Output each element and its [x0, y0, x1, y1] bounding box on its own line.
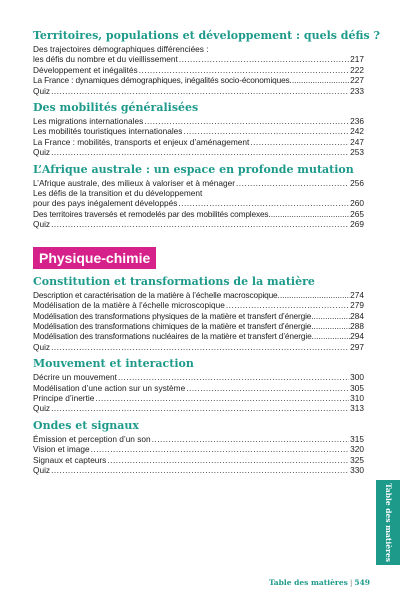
entry-label: L’Afrique australe, des milieux à valoriser et à ménager	[33, 177, 235, 188]
dot-leader	[183, 126, 349, 136]
entry-page: 227	[350, 75, 364, 86]
entry-page: 274	[350, 289, 364, 300]
toc-entry[interactable]	[33, 393, 364, 403]
toc-entry[interactable]	[33, 209, 364, 219]
toc-entry[interactable]	[33, 137, 364, 147]
entry-label: Décrire un mouvement	[33, 372, 117, 383]
entry-label: Des territoires traversés et remodelés par des mobilités complexes	[33, 208, 269, 219]
entry-page: 236	[350, 116, 364, 127]
dot-leader	[107, 455, 349, 465]
toc-entry[interactable]	[33, 116, 364, 126]
dot-leader	[311, 311, 350, 321]
toc-entry[interactable]	[33, 75, 364, 85]
toc-entry[interactable]	[33, 465, 364, 475]
entry-page: 253	[350, 147, 364, 158]
entry-page: 288	[350, 320, 364, 331]
dot-leader	[290, 75, 351, 85]
entry-label: Signaux et capteurs	[33, 454, 107, 465]
subject-banner: Physique-chimie	[33, 247, 156, 269]
dot-leader	[144, 116, 349, 126]
toc-entry[interactable]	[33, 331, 364, 341]
toc-section	[33, 29, 380, 96]
toc-section	[33, 101, 364, 158]
entry-page: 325	[350, 454, 364, 465]
footer-separator: |	[349, 578, 353, 587]
entry-page: 256	[350, 177, 364, 188]
toc-entry[interactable]	[33, 290, 364, 300]
entry-page: 242	[350, 126, 364, 137]
entry-page: 315	[350, 433, 364, 444]
dot-leader	[226, 300, 349, 310]
dot-leader	[186, 383, 349, 393]
toc-section	[33, 275, 364, 352]
toc-entry[interactable]	[33, 434, 364, 444]
dot-leader	[51, 342, 349, 352]
entry-label: Modélisation d’une action sur un système	[33, 382, 186, 393]
section-title: Ondes et signaux	[33, 418, 139, 432]
dot-leader	[250, 137, 349, 147]
entry-page: 305	[350, 382, 364, 393]
entry-label: Modélisation de la matière à l’échelle microscopique	[33, 300, 225, 311]
entry-label: Quiz	[33, 85, 51, 96]
section-title: Mouvement et interaction	[33, 357, 194, 371]
toc-entry[interactable]	[33, 147, 364, 157]
toc-section	[33, 419, 364, 476]
entry-page: 217	[350, 54, 364, 65]
dot-leader	[91, 444, 350, 454]
toc-entry[interactable]	[33, 444, 364, 454]
entry-page: 265	[350, 208, 364, 219]
entry-label: Quiz	[33, 147, 51, 158]
dot-leader	[152, 434, 350, 444]
toc-entry[interactable]	[33, 372, 364, 382]
entry-label: Modélisation des transformations nucléaires de la matière et transfert d’énergie	[33, 331, 312, 342]
entry-label: Modélisation des transformations chimiques de la matière et transfert d’énergie	[33, 320, 312, 331]
dot-leader	[95, 393, 349, 403]
toc-entry: Les défis de la transition et du développement	[33, 188, 203, 199]
entry-label: pour des pays inégalement développés	[33, 198, 178, 209]
entry-page: 330	[350, 464, 364, 475]
entry-page: 284	[350, 310, 364, 321]
entry-label: Vision et image	[33, 444, 90, 455]
entry-page: 320	[350, 444, 364, 455]
toc-entry[interactable]	[33, 86, 364, 96]
entry-label: Les mobilités touristiques internationales	[33, 126, 183, 137]
footer-label: Table des matières	[268, 578, 348, 587]
entry-label: La France : mobilités, transports et enjeux d’aménagement	[33, 136, 250, 147]
entry-label: Quiz	[33, 403, 51, 414]
section-title: L’Afrique australe : un espace en profonde mutation	[33, 162, 354, 176]
toc-entry[interactable]	[33, 403, 364, 413]
toc-entry[interactable]	[33, 126, 364, 136]
toc-section	[33, 163, 364, 230]
entry-label: Émission et perception d’un son	[33, 433, 151, 444]
dot-leader	[118, 372, 349, 382]
entry-page: 310	[350, 392, 364, 403]
dot-leader	[51, 403, 349, 413]
entry-label: les défis du nombre et du vieillissement	[33, 54, 178, 65]
page-footer	[269, 578, 370, 587]
entry-page: 269	[350, 219, 364, 230]
dot-leader	[179, 54, 349, 64]
section-title: Territoires, populations et développement : quels défis ?	[33, 29, 380, 42]
dot-leader	[51, 86, 349, 96]
toc-entry[interactable]	[33, 342, 364, 352]
side-tab-label: Table des matières	[383, 483, 393, 562]
dot-leader	[236, 178, 349, 188]
toc-entry[interactable]	[33, 300, 364, 310]
dot-leader	[51, 219, 349, 229]
entry-page: 313	[350, 403, 364, 414]
dot-leader	[139, 65, 349, 75]
section-title: Des mobilités généralisées	[33, 101, 199, 115]
page-number: 549	[354, 578, 370, 587]
dot-leader	[312, 331, 351, 341]
entry-page: 300	[350, 372, 364, 383]
entry-page: 297	[350, 341, 364, 352]
toc-entry[interactable]	[33, 321, 364, 331]
toc-entry[interactable]	[33, 54, 364, 64]
entry-label: Principe d’inertie	[33, 392, 95, 403]
entry-page: 233	[350, 85, 364, 96]
toc-entry[interactable]	[33, 311, 364, 321]
dot-leader	[51, 465, 349, 475]
entry-page: 260	[350, 198, 364, 209]
entry-page: 294	[350, 331, 364, 342]
entry-page: 222	[350, 64, 364, 75]
section-title: Constitution et transformations de la matière	[33, 274, 315, 288]
toc-entry[interactable]	[33, 455, 364, 465]
dot-leader	[51, 147, 349, 157]
entry-label: Quiz	[33, 341, 51, 352]
toc-entry[interactable]	[33, 65, 364, 75]
entry-label: Description et caractérisation de la matière à l’échelle macroscopique	[33, 289, 278, 300]
toc-entry: Des trajectoires démographiques différenciées :	[33, 44, 209, 54]
table-of-contents	[33, 29, 380, 480]
toc-entry[interactable]	[33, 383, 364, 393]
toc-section	[33, 357, 364, 414]
toc-entry[interactable]	[33, 178, 364, 188]
entry-page: 247	[350, 136, 364, 147]
dot-leader	[178, 198, 349, 208]
entry-label: Développement et inégalités	[33, 64, 138, 75]
toc-entry[interactable]	[33, 198, 364, 208]
toc-entry[interactable]	[33, 219, 364, 229]
entry-label: Quiz	[33, 219, 51, 230]
dot-leader	[278, 290, 351, 300]
dot-leader	[311, 321, 350, 331]
entry-label: La France : dynamiques démographiques, inégalités socio-économiques	[33, 75, 290, 86]
entry-label: Modélisation des transformations physiques de la matière et transfert d’énergie	[33, 310, 312, 321]
dot-leader	[268, 209, 350, 219]
side-tab-table-of-contents[interactable]	[376, 480, 400, 565]
entry-page: 279	[350, 300, 364, 311]
entry-label: Quiz	[33, 464, 51, 475]
entry-label: Les migrations internationales	[33, 116, 144, 127]
